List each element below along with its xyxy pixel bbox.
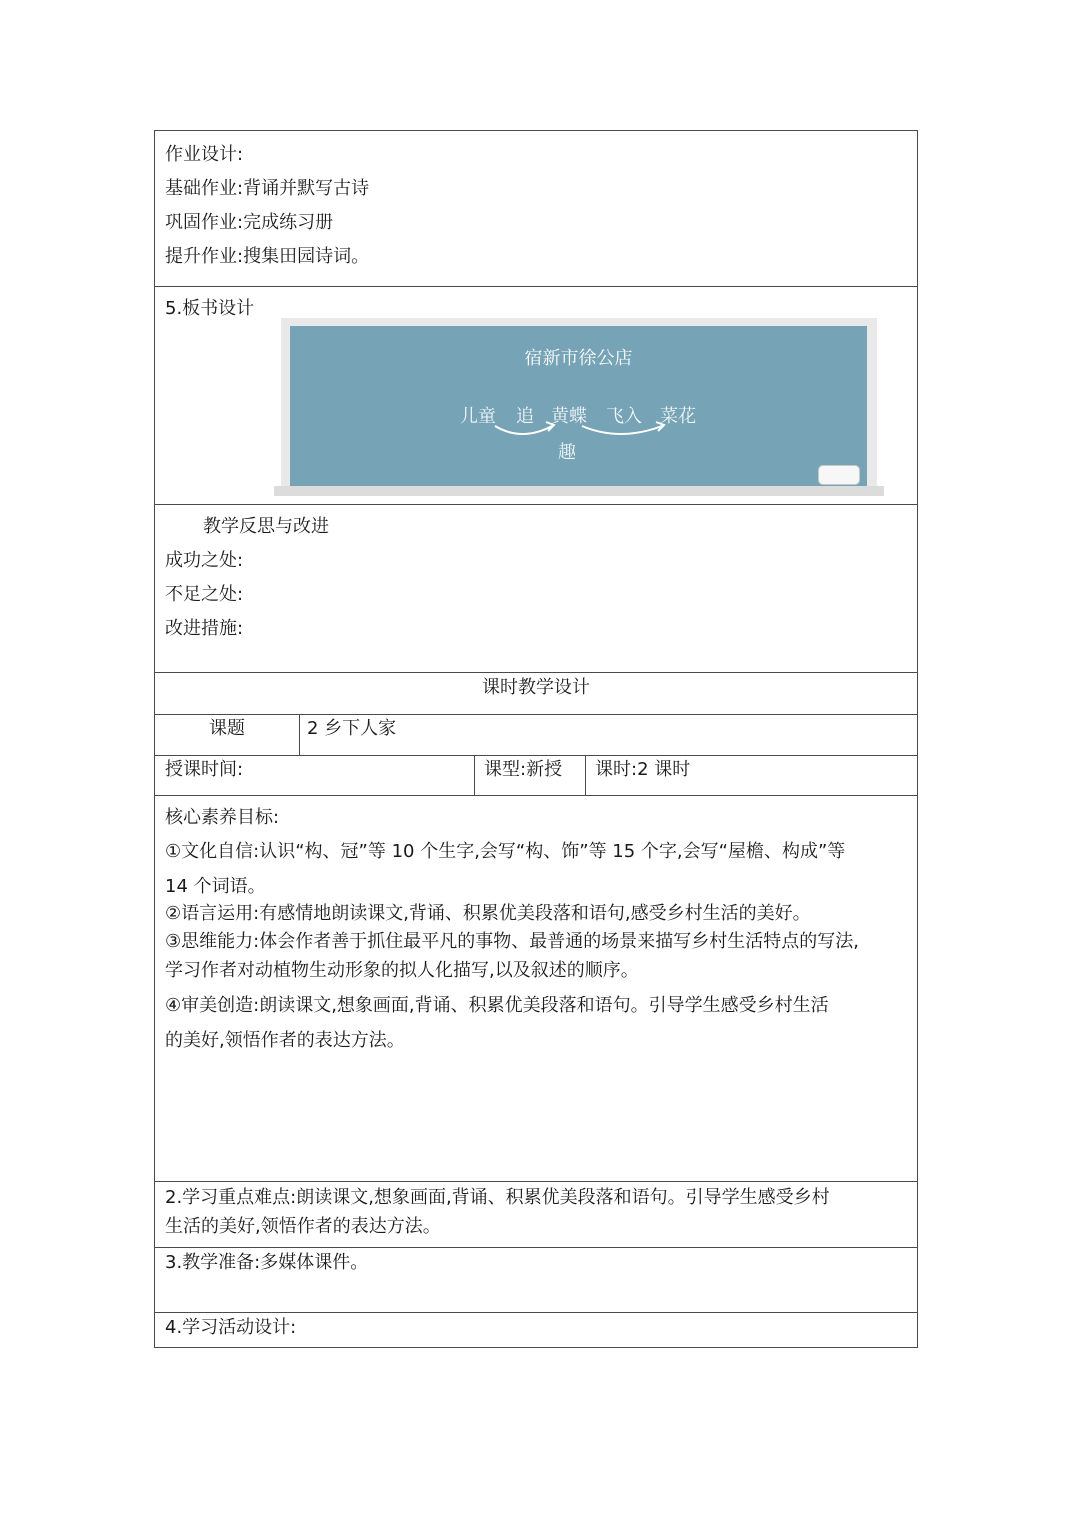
board-word-children: 儿童 — [460, 406, 496, 427]
board-word-fly-in: 飞入 — [606, 406, 642, 427]
cell-divider — [585, 756, 586, 795]
lesson-type: 课型:新授 — [484, 759, 563, 780]
homework-basic: 基础作业:背诵并默写古诗 — [165, 178, 370, 199]
goal-2: ②语言运用:有感情地朗读课文,背诵、积累优美段落和语句,感受乡村生活的美好。 — [165, 903, 811, 924]
board-design-section — [154, 286, 918, 505]
core-goals-title: 核心素养目标: — [165, 807, 280, 828]
activity-text: 4.学习活动设计: — [165, 1317, 297, 1338]
topic-row — [154, 714, 918, 756]
goal-1-line-1: ①文化自信:认识“构、冠”等 10 个生字,会写“构、饰”等 15 个字,会写“屋檐、构成”等 — [165, 841, 846, 862]
homework-improve: 提升作业:搜集田园诗词。 — [165, 246, 370, 267]
reflection-section — [154, 504, 918, 673]
key-points-section — [154, 1181, 918, 1248]
goal-4-line-1: ④审美创造:朗读课文,想象画面,背诵、积累优美段落和语句。引导学生感受乡村生活 — [165, 995, 829, 1016]
blackboard-ledge — [274, 486, 884, 496]
lesson-header — [154, 672, 918, 715]
board-word-fun: 趣 — [558, 442, 576, 463]
activity-section — [154, 1312, 918, 1348]
lesson-hours: 课时:2 课时 — [595, 759, 691, 780]
board-word-chase: 追 — [516, 406, 534, 427]
blackboard — [290, 326, 867, 486]
goal-3-line-1: ③思维能力:体会作者善于抓住最平凡的事物、最普通的场景来描写乡村生活特点的写法, — [165, 931, 859, 952]
time-row — [154, 755, 918, 796]
topic-value: 2 乡下人家 — [307, 718, 397, 739]
homework-section — [154, 130, 918, 287]
lesson-header-text: 课时教学设计 — [482, 677, 590, 698]
board-word-flowers: 菜花 — [660, 406, 696, 427]
preparation-text: 3.教学准备:多媒体课件。 — [165, 1252, 369, 1273]
cell-divider — [474, 756, 475, 795]
board-word-butterfly: 黄蝶 — [551, 406, 587, 427]
board-title: 宿新市徐公店 — [524, 348, 633, 369]
board-arrows — [290, 326, 867, 486]
core-goals-section — [154, 795, 918, 1182]
time-label: 授课时间: — [165, 759, 244, 780]
reflection-success: 成功之处: — [165, 550, 244, 571]
homework-title: 作业设计: — [165, 144, 244, 165]
reflection-title: 教学反思与改进 — [203, 516, 329, 537]
eraser-icon — [818, 465, 860, 485]
homework-consolidate: 巩固作业:完成练习册 — [165, 212, 334, 233]
goal-3-line-2: 学习作者对动植物生动形象的拟人化描写,以及叙述的顺序。 — [165, 960, 639, 981]
preparation-section — [154, 1247, 918, 1313]
topic-label: 课题 — [155, 715, 300, 755]
reflection-shortcoming: 不足之处: — [165, 584, 244, 605]
key-points-line-1: 2.学习重点难点:朗读课文,想象画面,背诵、积累优美段落和语句。引导学生感受乡村 — [165, 1187, 830, 1208]
reflection-improvement: 改进措施: — [165, 618, 244, 639]
board-design-label: 5.板书设计 — [165, 298, 255, 319]
goal-1-line-2: 14 个词语。 — [165, 876, 266, 897]
goal-4-line-2: 的美好,领悟作者的表达方法。 — [165, 1030, 405, 1051]
key-points-line-2: 生活的美好,领悟作者的表达方法。 — [165, 1216, 441, 1237]
